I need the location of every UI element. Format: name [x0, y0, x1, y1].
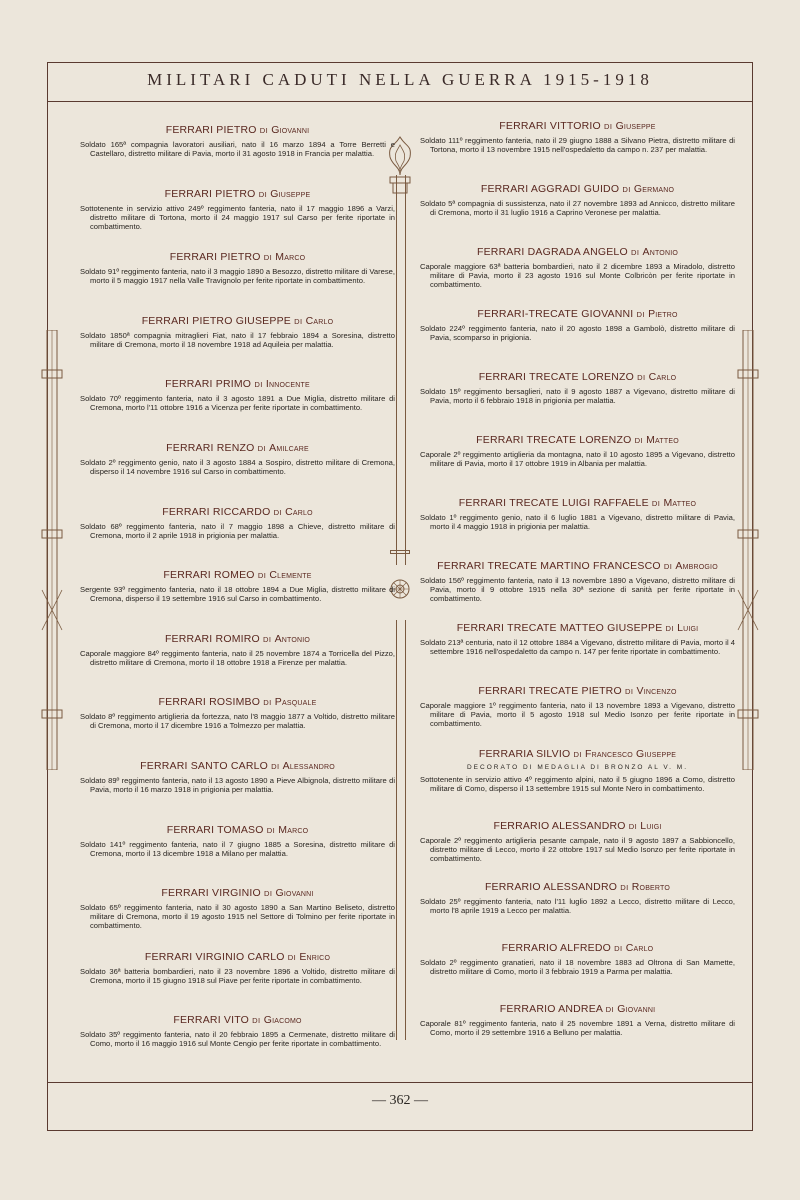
list-item: [420, 748, 735, 820]
entry-name: FERRARIO ALFREDO DI Carlo: [501, 941, 654, 954]
list-item: [420, 120, 735, 183]
list-item: [420, 685, 735, 748]
list-item: [420, 308, 735, 371]
entry-name: FERRARI TRECATE PIETRO DI Vincenzo: [478, 685, 677, 698]
list-item: [80, 188, 395, 252]
entry-text: Caporale 81º reggimento fanteria, nato il 25 novembre 1891 a Verna, distretto militare di Como, morto il 29 settembre 1916 a Belluno per malattia.: [420, 1018, 735, 1037]
entry-text: Soldato 91º reggimento fanteria, nato il 3 maggio 1890 a Besozzo, distretto militare di Varese, morto il 5 maggio 1917 nella Valle Travignolo per ferite riportate in combattimento.: [80, 267, 395, 286]
entry-name: FERRARIA SILVIO DI Francesco Giuseppe: [478, 747, 677, 760]
entry-name: FERRARI SANTO CARLO DI Alessandro: [140, 759, 335, 772]
entry-text: Soldato 70º reggimento fanteria, nato il 3 agosto 1891 a Due Miglia, distretto militare di Cremona, morto l'11 ottobre 1916 a Vicenza per ferite riportate in combattimento.: [80, 394, 395, 413]
list-item: [80, 442, 395, 506]
entry-name: FERRARI TRECATE MARTINO FRANCESCO DI Ambrogio: [437, 559, 718, 572]
list-item: [80, 315, 395, 379]
list-item: [420, 881, 735, 942]
torch-stem-lower: [396, 620, 406, 1040]
entry-name: FERRARI VITTORIO DI Giuseppe: [499, 120, 656, 132]
entry-text: Soldato 8º reggimento artiglieria da fortezza, nato l'8 maggio 1877 a Voltido, distretto militare di Cremona, morto il 17 dicembre 1916 a Tolmezzo per malattia.: [80, 712, 395, 731]
entry-name: FERRARI PRIMO DI Innocente: [165, 378, 310, 391]
entry-name: FERRARIO ANDREA DI Giovanni: [499, 1002, 656, 1015]
entry-name: FERRARI ROMIRO DI Antonio: [164, 632, 311, 645]
entry-name: FERRARI ROSIMBO DI Pasquale: [158, 696, 317, 709]
list-item: [420, 434, 735, 497]
list-item: [420, 622, 735, 685]
entry-name: FERRARI VIRGINIO CARLO DI Enrico: [144, 950, 331, 963]
fasces-icon: [734, 330, 762, 770]
torch-stem-upper: [396, 175, 406, 565]
entry-name: FERRARI-TRECATE GIOVANNI DI Pietro: [477, 308, 678, 321]
entry-text: Soldato 5ª compagnia di sussistenza, nato il 27 novembre 1893 ad Annicco, distretto militare di Cremona, morto il 31 luglio 1916 a Caprino Veronese per malattia.: [420, 198, 735, 217]
entry-name: FERRARIO ALESSANDRO DI Roberto: [484, 880, 671, 893]
footer-divider: [47, 1082, 753, 1083]
entry-name: FERRARI RENZO DI Amilcare: [166, 441, 309, 454]
entry-name: FERRARI VITO DI Giacomo: [173, 1014, 302, 1027]
list-item: [80, 124, 395, 188]
right-column: [420, 120, 735, 1064]
entry-name: FERRARI PIETRO DI Marco: [169, 251, 306, 264]
entry-name: FERRARI PIETRO GIUSEPPE DI Carlo: [141, 314, 334, 327]
entry-text: Caporale maggiore 1º reggimento fanteria, nato il 13 novembre 1893 a Vigevano, distretto militare di Pavia, morto il 5 agosto 1918 sul Medio Isonzo per ferite riportate in combattimento.: [420, 701, 735, 729]
entry-text: Soldato 2º reggimento granatieri, nato il 18 novembre 1883 ad Oltrona di San Mamette, distretto militare di Como, morto il 3 febbraio 1919 a Parma per malattia.: [420, 957, 735, 976]
entry-text: Caporale 2º reggimento artiglieria pesante campale, nato il 9 agosto 1897 a Sabbioncello, distretto militare di Lecco, morto il 22 ottobre 1917 sul Medio Isonzo per ferite riportate in combattimento.: [420, 835, 735, 863]
entry-text: Sottotenente in servizio attivo 4º reggimento alpini, nato il 5 giugno 1896 a Como, distretto militare di Como, disperso il 13 settembre 1915 sul Monte Nero in combattimento.: [420, 774, 735, 793]
entry-name: FERRARI RICCARDO DI Carlo: [162, 505, 313, 518]
entry-name: FERRARIO ALESSANDRO DI Luigi: [493, 819, 662, 832]
decoration-note: DECORATO DI MEDAGLIA DI BRONZO AL V. M.: [466, 763, 689, 771]
entry-name: FERRARI ROMEO DI Clemente: [163, 569, 312, 582]
entry-text: Sottotenente in servizio attivo 249º reggimento fanteria, nato il 17 maggio 1896 a Varzi, distretto militare di Tortona, morto il 24 maggio 1917 sul Carso per ferite riportate in combattimento.: [80, 203, 395, 231]
entry-text: Soldato 1º reggimento genio, nato il 6 luglio 1881 a Vigevano, distretto militare di Pavia, morto il 4 maggio 1918 in prigionia per malattia.: [420, 512, 735, 531]
entry-text: Soldato 224º reggimento fanteria, nato il 20 agosto 1898 a Gambolò, distretto militare di Pavia, scomparso in prigionia.: [420, 324, 735, 343]
entry-name: FERRARI TRECATE LUIGI RAFFAELE DI Matteo: [458, 496, 697, 509]
list-item: [420, 183, 735, 246]
list-item: [420, 820, 735, 881]
entry-name: FERRARI PIETRO DI Giovanni: [165, 124, 310, 136]
list-item: [420, 371, 735, 434]
fasces-icon: [38, 330, 66, 770]
entry-name: FERRARI TOMASO DI Marco: [166, 823, 309, 836]
list-item: [80, 887, 395, 951]
list-item: [80, 251, 395, 315]
entry-text: Soldato 2º reggimento genio, nato il 3 agosto 1884 a Sospiro, distretto militare di Cremona, disperso il 14 novembre 1916 sul Carso in combattimento.: [80, 457, 395, 476]
entry-name: FERRARI TRECATE MATTEO GIUSEPPE DI Luigi: [456, 622, 699, 635]
list-item: [420, 246, 735, 309]
list-item: [80, 951, 395, 1015]
entry-text: Caporale maggiore 63ª batteria bombardieri, nato il 2 dicembre 1893 a Miradolo, distretto militare di Pavia, morto il 23 agosto 1916 sul Monte Colbricòn per ferite riportate in combattimento.: [420, 261, 735, 289]
entry-name: FERRARI VIRGINIO DI Giovanni: [161, 887, 314, 900]
entry-text: Soldato 165ª compagnia lavoratori ausiliari, nato il 16 marzo 1894 a Torre Berretti e Castellaro, distretto militare di Pavia, morto il 31 agosto 1918 in Francia per malattia.: [80, 140, 395, 158]
page-number: — 362 —: [372, 1093, 428, 1108]
list-item: [80, 1014, 395, 1078]
list-item: [80, 760, 395, 824]
entry-text: Soldato 213ª centuria, nato il 12 ottobre 1884 a Vigevano, distretto militare di Pavia, morto il 4 settembre 1916 nell'ospedaletto da campo n. 147 per ferite riportate in combattimento.: [420, 638, 735, 657]
list-item: [80, 378, 395, 442]
entry-text: Soldato 89º reggimento fanteria, nato il 13 agosto 1890 a Pieve Albignola, distretto militare di Pavia, morto il 16 marzo 1918 in prigionia per malattia.: [80, 775, 395, 794]
entry-text: Sergente 93º reggimento fanteria, nato il 18 ottobre 1894 a Due Miglia, distretto militare di Cremona, disperso il 19 settembre 1916 sul Carso in combattimento.: [80, 585, 395, 604]
entry-text: Soldato 111º reggimento fanteria, nato il 29 giugno 1888 a Silvano Pietra, distretto militare di Tortona, morto il 13 novembre 1915 nell'ospedaletto da campo n. 237 per malattia.: [420, 136, 735, 154]
list-item: [420, 942, 735, 1003]
entry-text: Soldato 36ª batteria bombardieri, nato il 23 novembre 1896 a Voltido, distretto militare di Cremona, morto il 15 giugno 1918 sul Piave per ferite riportate in combattimento.: [80, 966, 395, 985]
list-item: [420, 497, 735, 560]
entry-name: FERRARI PIETRO DI Giuseppe: [164, 187, 311, 200]
list-item: [80, 569, 395, 633]
entry-text: Soldato 25º reggimento fanteria, nato l'11 luglio 1892 a Lecco, distretto militare di Lecco, morto l'8 aprile 1919 a Lecco per malattia.: [420, 896, 735, 915]
header-divider: [47, 101, 753, 102]
list-item: [80, 696, 395, 760]
left-column: [80, 124, 395, 1078]
entry-text: Soldato 35º reggimento fanteria, nato il 20 febbraio 1895 a Cermenate, distretto militare di Como, morto il 16 maggio 1916 sul Monte Cengio per ferite riportate in combattimento.: [80, 1030, 395, 1049]
entry-text: Soldato 65º reggimento fanteria, nato il 30 agosto 1890 a San Martino Beliseto, distretto militare di Cremona, morto il 19 agosto 1915 nel Settore di Tolmino per ferite riportate in combattimento.: [80, 903, 395, 931]
entry-text: Caporale 2º reggimento artiglieria da montagna, nato il 10 agosto 1895 a Vigevano, distretto militare di Pavia, morto il 17 ottobre 1919 in Albania per malattia.: [420, 449, 735, 468]
list-item: [80, 506, 395, 570]
entry-name: FERRARI DAGRADA ANGELO DI Antonio: [476, 245, 678, 258]
list-item: [80, 824, 395, 888]
entry-text: Soldato 15º reggimento bersaglieri, nato il 9 agosto 1887 a Vigevano, distretto militare di Pavia, morto il 6 febbraio 1918 in prigionia per malattia.: [420, 387, 735, 406]
entry-text: Caporale maggiore 84º reggimento fanteria, nato il 25 novembre 1874 a Torricella del Pizzo, distretto militare di Cremona, morto il 18 ottobre 1918 a Firenze per malattia.: [80, 648, 395, 667]
entry-text: Soldato 141º reggimento fanteria, nato il 7 giugno 1885 a Soresina, distretto militare di Cremona, morto il 13 dicembre 1918 a Milano per malattia.: [80, 839, 395, 858]
list-item: [420, 560, 735, 623]
entry-text: Soldato 1850ª compagnia mitraglieri Fiat, nato il 17 febbraio 1894 a Soresina, distretto militare di Cremona, morto il 18 novembre 1918 ad Aquileia per malattia.: [80, 330, 395, 349]
entry-name: FERRARI TRECATE LORENZO DI Matteo: [476, 433, 679, 446]
entry-name: FERRARI TRECATE LORENZO DI Carlo: [478, 371, 677, 384]
list-item: [420, 1003, 735, 1064]
entry-name: FERRARI AGGRADI GUIDO DI Germano: [480, 182, 675, 195]
page-title: MILITARI CADUTI NELLA GUERRA 1915-1918: [147, 70, 653, 89]
list-item: [80, 633, 395, 697]
entry-text: Soldato 156º reggimento fanteria, nato il 13 novembre 1890 a Vigevano, distretto militare di Pavia, morto il 9 ottobre 1915 nella 30ª sezione di sanità per ferite riportate in combattimento.: [420, 575, 735, 603]
entry-text: Soldato 68º reggimento fanteria, nato il 7 maggio 1898 a Chieve, distretto militare di Cremona, morto il 2 aprile 1918 in prigionia per malattia.: [80, 521, 395, 540]
